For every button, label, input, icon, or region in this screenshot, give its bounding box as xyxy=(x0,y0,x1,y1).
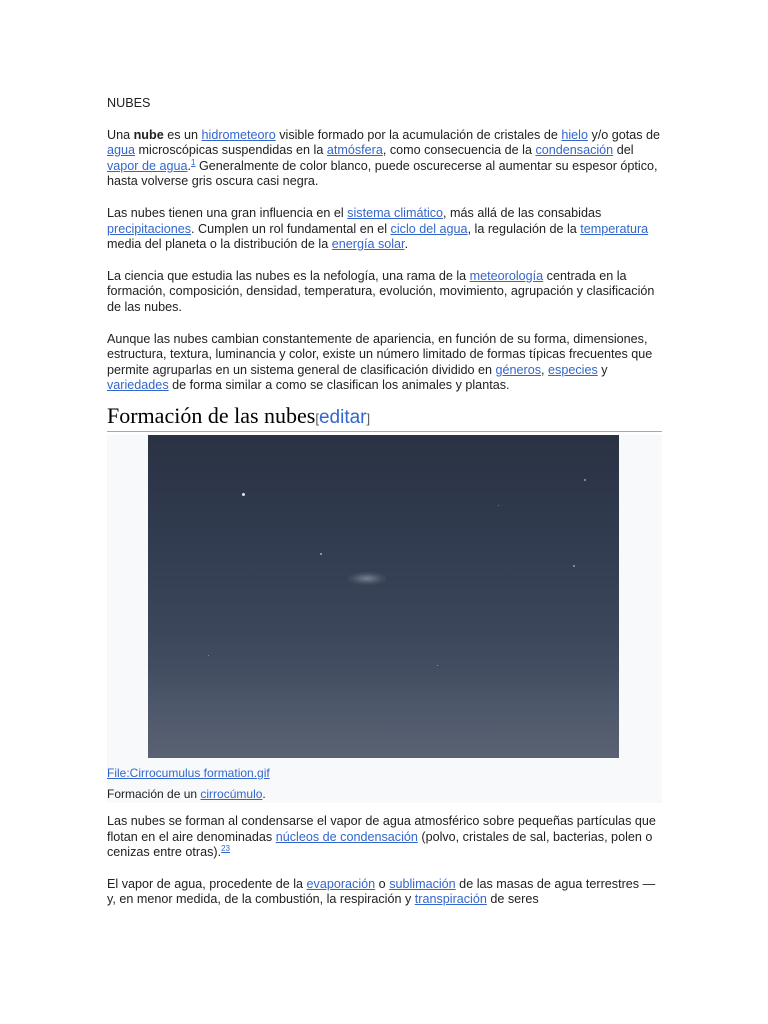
link-meteorologia[interactable]: meteorología xyxy=(469,268,544,283)
cirrocumulus-image[interactable] xyxy=(148,435,619,758)
section-heading-row xyxy=(107,404,662,432)
text: y/o gotas de xyxy=(587,127,661,142)
edit-section xyxy=(315,406,371,428)
text: visible formado por la acumulación de cristales de xyxy=(275,127,562,142)
star xyxy=(320,553,322,555)
star xyxy=(437,665,438,666)
bracket-close: ] xyxy=(366,410,371,426)
text: , como consecuencia de la xyxy=(382,143,536,158)
text: Las nubes tienen una gran influencia en el xyxy=(107,205,348,220)
reference-link[interactable]: 1 xyxy=(191,157,196,167)
edit-link[interactable]: editar xyxy=(318,406,367,428)
horizon-haze xyxy=(148,668,619,758)
text: es un xyxy=(163,127,202,142)
bracket-open: [ xyxy=(315,410,319,426)
paragraph-influence xyxy=(107,206,662,253)
link-hidrometeoro[interactable]: hidrometeoro xyxy=(201,127,276,142)
text: . xyxy=(187,158,192,173)
text: de las masas de agua terrestres —y, en menor medida, de la combustión, la respiración y xyxy=(107,876,656,907)
link-temperatura[interactable]: temperatura xyxy=(580,221,649,236)
link-transpiracion[interactable]: transpiración xyxy=(414,892,487,907)
link-ciclo-del-agua[interactable]: ciclo del agua xyxy=(390,221,468,236)
text: Una xyxy=(107,127,134,142)
caption-text: Formación de un xyxy=(107,786,201,801)
paragraph-nefologia xyxy=(107,269,662,316)
text: El vapor de agua, procedente de la xyxy=(107,876,307,891)
text: de forma similar a como se clasifican los animales y plantas. xyxy=(168,378,510,393)
text: Las nubes se forman al condensarse el vapor de agua atmosférico sobre pequeñas partículas que flotan en el aire denominadas xyxy=(107,813,656,844)
text: , xyxy=(541,362,549,377)
text: de seres xyxy=(486,892,539,907)
link-especies[interactable]: especies xyxy=(548,362,598,377)
figure-box xyxy=(107,435,662,803)
caption-end: . xyxy=(262,786,266,801)
text: . Cumplen un rol fundamental en el xyxy=(191,221,391,236)
article xyxy=(107,96,662,908)
link-evaporacion[interactable]: evaporación xyxy=(306,876,376,891)
star xyxy=(208,655,209,656)
link-condensacion[interactable]: condensación xyxy=(535,143,614,158)
link-nucleos-de-condensacion[interactable]: núcleos de condensación xyxy=(275,829,418,844)
link-precipitaciones[interactable]: precipitaciones xyxy=(107,221,192,236)
paragraph-classification xyxy=(107,332,662,394)
link-generos[interactable]: géneros xyxy=(495,362,542,377)
text: , la regulación de la xyxy=(467,221,581,236)
paragraph-intro xyxy=(107,128,662,190)
bold-term: nube xyxy=(133,127,164,142)
star xyxy=(584,479,586,481)
reference-link[interactable]: 23 xyxy=(221,843,231,853)
link-vapor-de-agua[interactable]: vapor de agua xyxy=(107,158,188,173)
text: Generalmente de color blanco, puede oscurecerse al aumentar su espesor óptico, hasta volverse gris oscura casi negra. xyxy=(107,158,658,189)
paragraph-formation xyxy=(107,814,662,861)
section-heading xyxy=(107,404,662,431)
link-agua[interactable]: agua xyxy=(107,143,136,158)
section-heading-text: Formación de las nubes xyxy=(107,402,316,428)
text: , más allá de las consabidas xyxy=(443,205,602,220)
link-sistema-climatico[interactable]: sistema climático xyxy=(347,205,444,220)
paragraph-vapor xyxy=(107,877,662,908)
figure-caption xyxy=(107,787,266,801)
text: La ciencia que estudia las nubes es la nefología, una rama de la xyxy=(107,268,470,283)
link-sublimacion[interactable]: sublimación xyxy=(389,876,456,891)
link-hielo[interactable]: hielo xyxy=(561,127,588,142)
text: Aunque las nubes cambian constantemente de apariencia, en función de su forma, dimensiones, estructura, textura, luminancia y color, existe un número limitado de formas típicas frecuentes que permite agruparlas en un sistema general de clasificación dividido en xyxy=(107,331,653,377)
text: y xyxy=(597,362,608,377)
text: . xyxy=(404,237,409,252)
link-variedades[interactable]: variedades xyxy=(107,378,169,393)
text: microscópicas suspendidas en la xyxy=(135,143,327,158)
link-energia-solar[interactable]: energía solar xyxy=(331,237,405,252)
link-atmosfera[interactable]: atmósfera xyxy=(326,143,383,158)
text: del xyxy=(613,143,634,158)
star xyxy=(573,565,575,567)
text: o xyxy=(375,876,390,891)
star xyxy=(498,505,499,506)
text: media del planeta o la distribución de la xyxy=(107,237,332,252)
page-title: NUBES xyxy=(107,96,151,110)
text: centrada en la formación, composición, densidad, temperatura, evolución, movimiento, agrupación y clasificación de las nubes. xyxy=(107,268,655,314)
text: (polvo, cristales de sal, bacterias, polen o cenizas entre otras). xyxy=(107,829,653,860)
link-cirrocumulo[interactable]: cirrocúmulo xyxy=(200,786,263,801)
file-link[interactable]: File:Cirrocumulus formation.gif xyxy=(107,765,270,780)
star xyxy=(242,493,245,496)
cloud-patch xyxy=(348,572,386,585)
